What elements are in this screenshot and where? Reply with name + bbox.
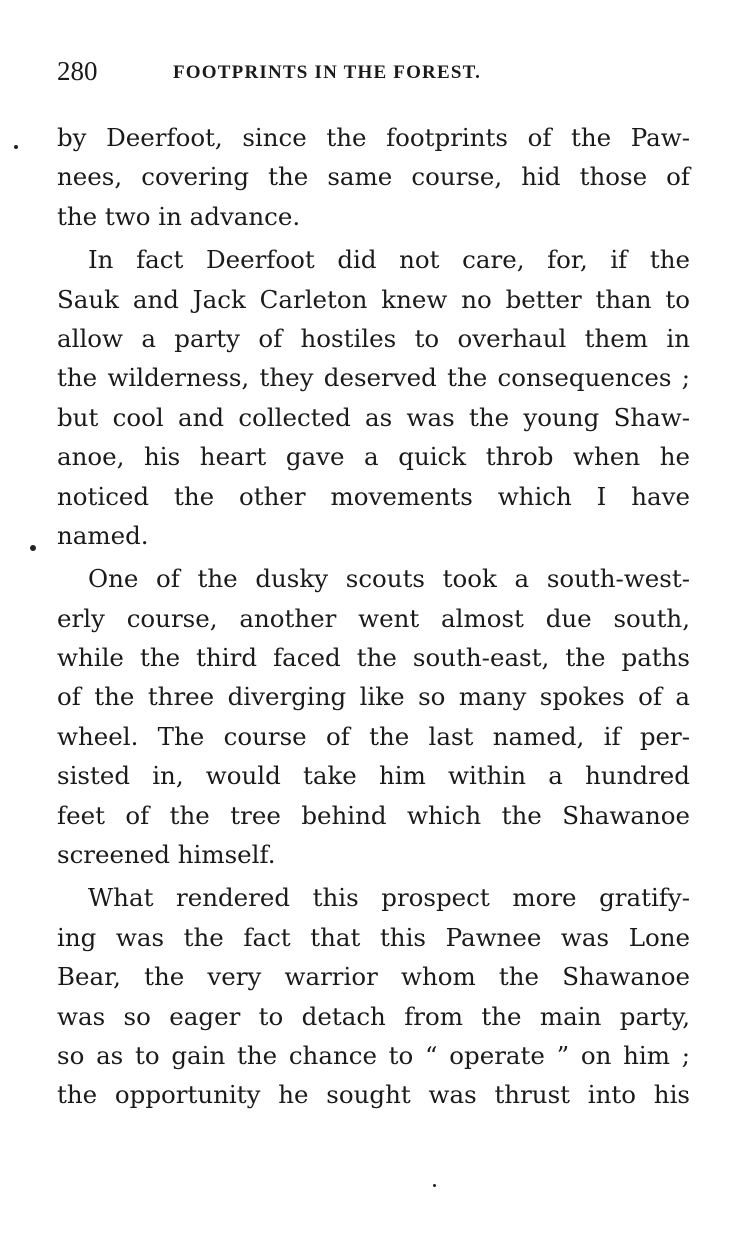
- paragraph: [57, 240, 690, 555]
- print-speck: [14, 145, 18, 149]
- text-line: allow a party of hostiles to overhaul them in: [57, 323, 690, 353]
- text-line: the opportunity he sought was thrust into his: [57, 1080, 690, 1110]
- text-line: by Deerfoot, since the footprints of the Paw-: [57, 123, 690, 152]
- text-line: but cool and collected as was the young Shaw-: [57, 402, 690, 432]
- text-line: the two in advance.: [57, 201, 301, 231]
- paragraph: [57, 559, 690, 874]
- text-line: the wilderness, they deserved the consequences ;: [57, 363, 690, 393]
- text-line: noticed the other movements which I have: [57, 481, 690, 511]
- text-line: named.: [57, 520, 149, 550]
- print-speck: [433, 1184, 436, 1187]
- text-line: ing was the fact that this Pawnee was Lone: [57, 922, 690, 952]
- text-line: wheel. The course of the last named, if per-: [57, 721, 690, 751]
- page-number: 280: [57, 56, 98, 86]
- text-line: so as to gain the chance to “ operate ” on him ;: [57, 1040, 690, 1070]
- text-line: nees, covering the same course, hid those of: [57, 162, 690, 192]
- text-line: erly course, another went almost due south,: [57, 603, 690, 633]
- running-title: FOOTPRINTS IN THE FOREST.: [173, 62, 482, 83]
- text-line: In fact Deerfoot did not care, for, if the: [88, 245, 690, 275]
- text-line: of the three diverging like so many spokes of a: [57, 682, 690, 712]
- text-line: while the third faced the south-east, the paths: [57, 643, 690, 673]
- text-line: was so eager to detach from the main party,: [57, 1001, 690, 1031]
- text-line: Bear, the very warrior whom the Shawanoe: [57, 962, 690, 992]
- paragraph: [57, 878, 690, 1114]
- print-speck: [30, 545, 36, 551]
- text-line: Sauk and Jack Carleton knew no better than to: [57, 284, 690, 314]
- text-line: feet of the tree behind which the Shawanoe: [57, 800, 690, 830]
- paragraph: [57, 118, 690, 236]
- text-line: anoe, his heart gave a quick throb when he: [57, 442, 690, 472]
- page-header: [57, 52, 697, 92]
- text-line: screened himself.: [57, 840, 276, 870]
- body-text: [57, 118, 690, 1115]
- text-line: sisted in, would take him within a hundred: [57, 761, 690, 791]
- text-line: What rendered this prospect more gratify-: [88, 883, 690, 913]
- text-line: One of the dusky scouts took a south-west-: [88, 564, 690, 594]
